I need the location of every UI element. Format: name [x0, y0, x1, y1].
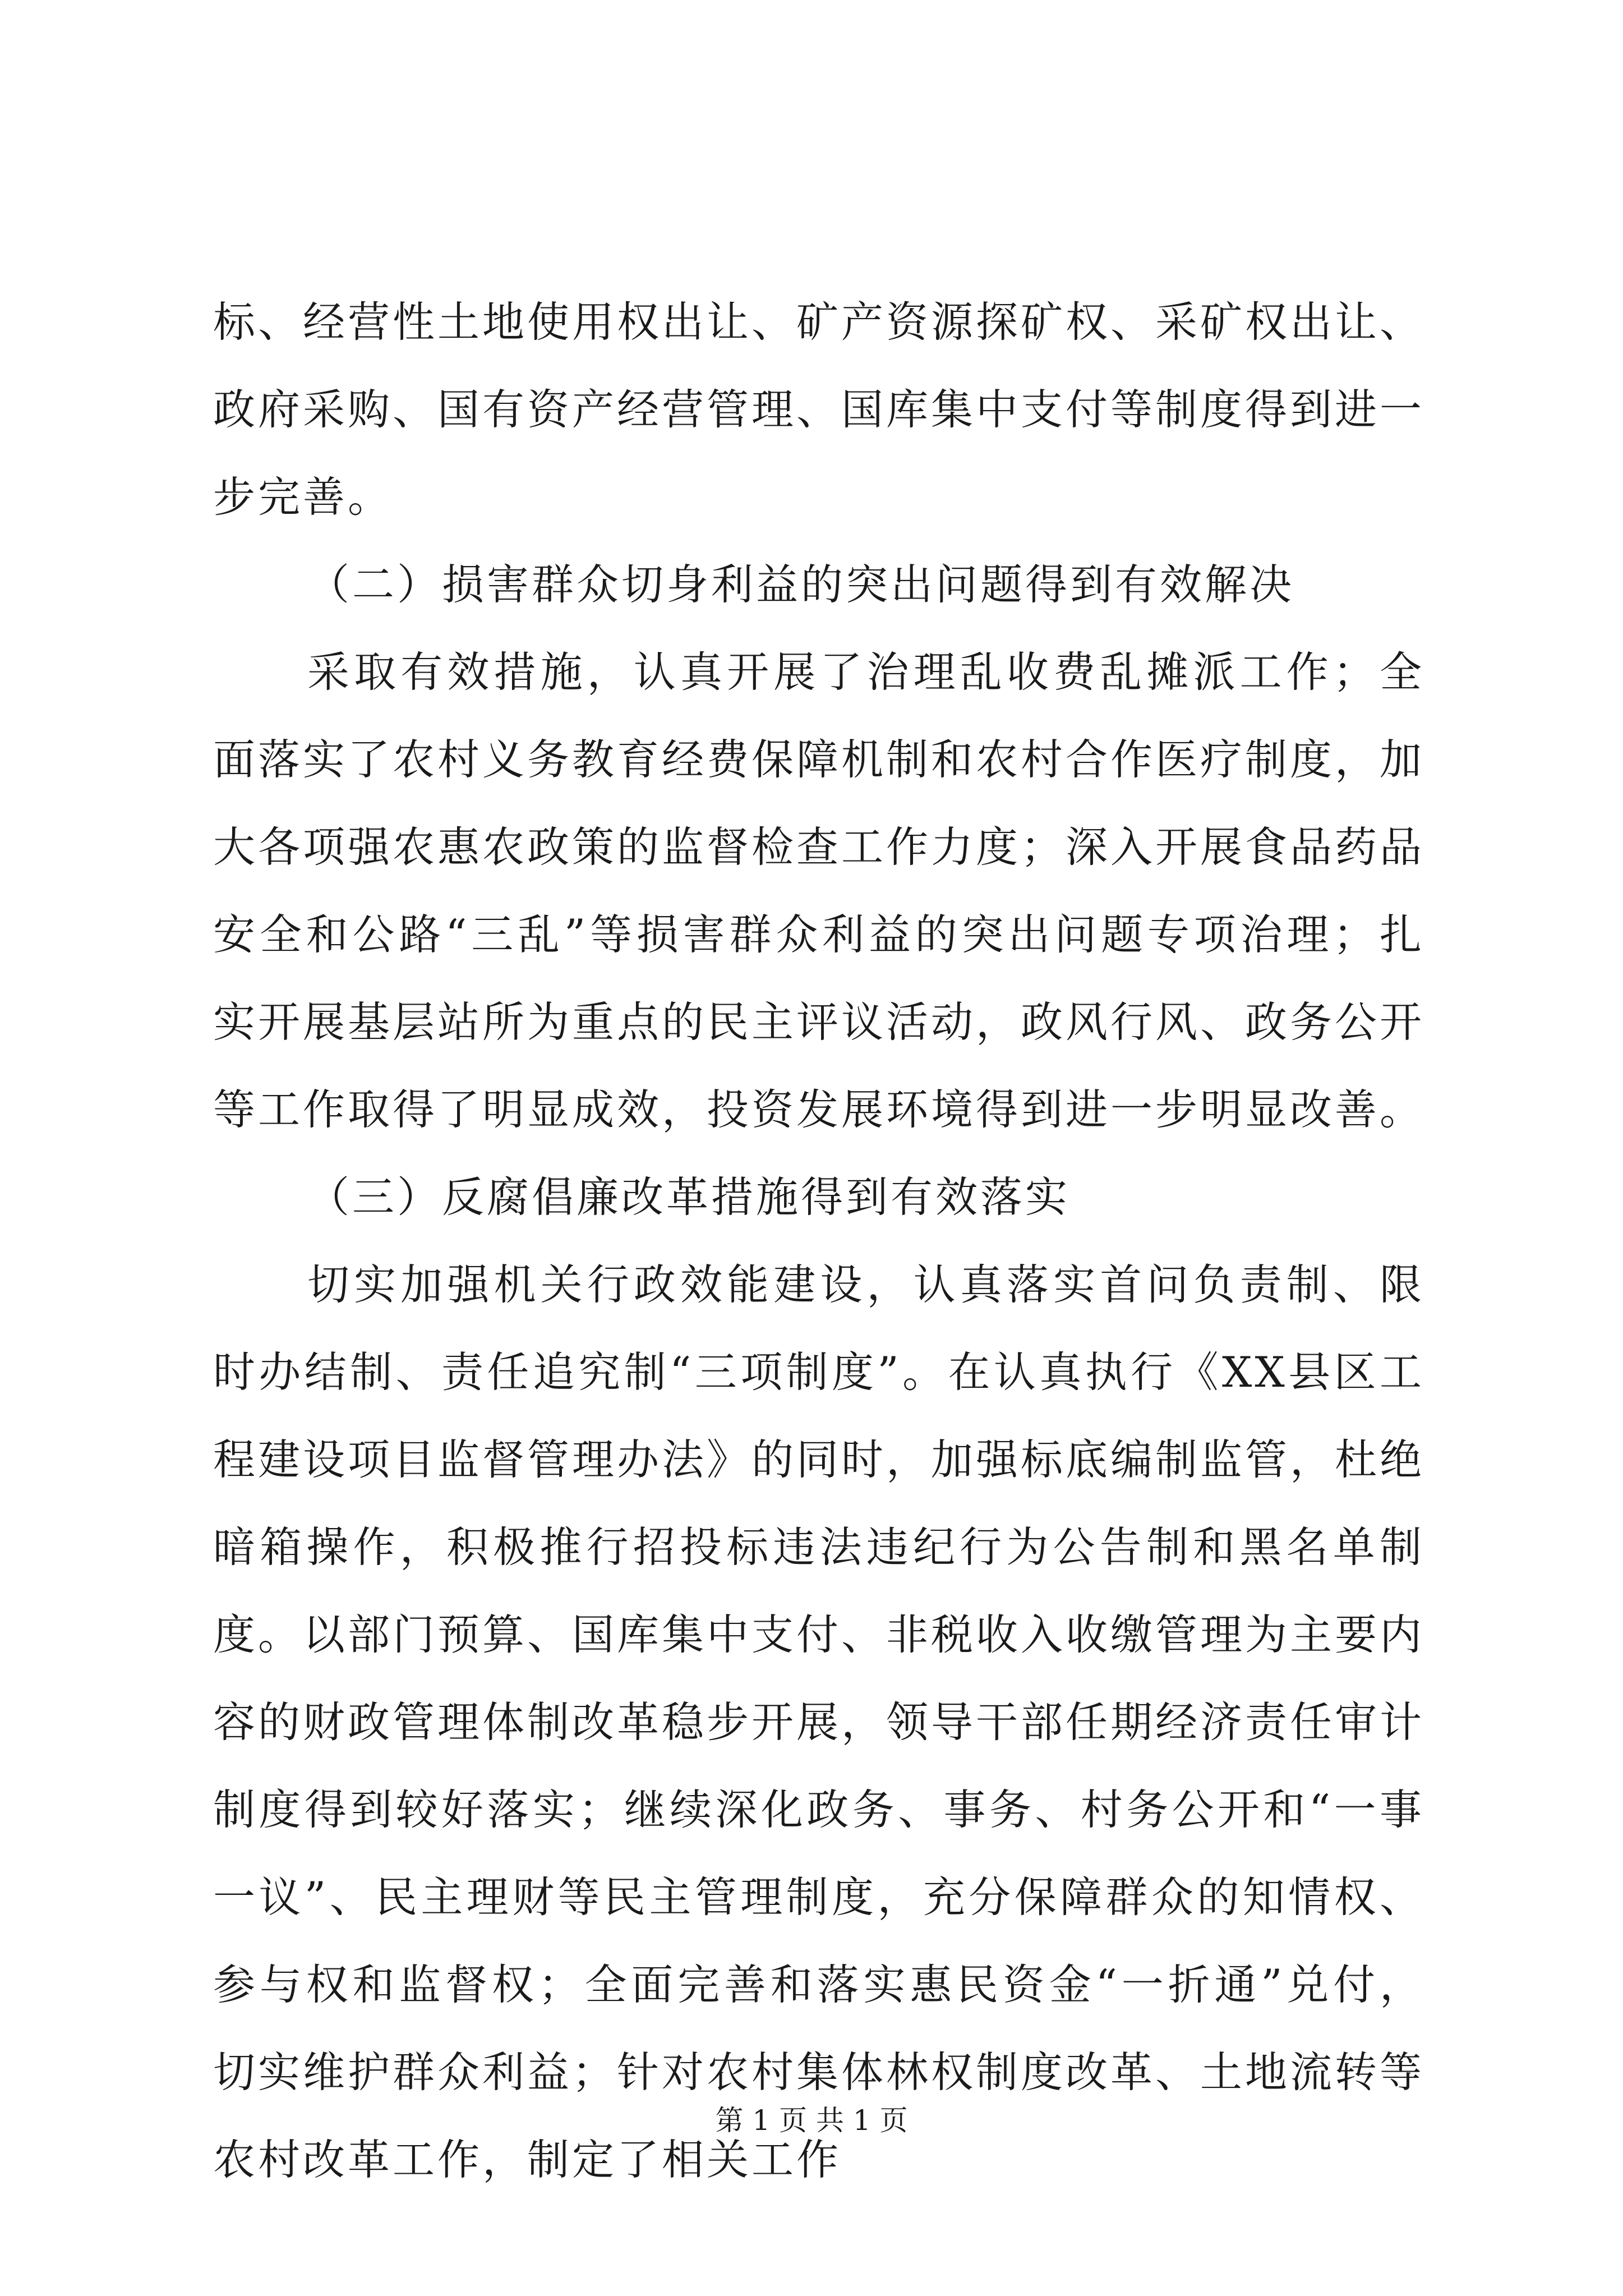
paragraph-section-2: 采取有效措施，认真开展了治理乱收费乱摊派工作；全面落实了农村义务教育经费保障机制和农村合作医疗制度，加大各项强农惠农政策的监督检查工作力度；深入开展食品药品安全和公路“三乱”等损害群众利益的突出问题专项治理；扎实开展基层站所为重点的民主评议活动，政风行风、政务公开等工作取得了明显成效，投资发展环境得到进一步明显改善。 [213, 647, 1425, 1134]
section-heading-3: （三）反腐倡廉改革措施得到有效落实 [307, 1172, 1071, 1222]
document-body [213, 278, 1424, 2203]
paragraph-section-3: 切实加强机关行政效能建设，认真落实首问负责制、限时办结制、责任追究制“三项制度”。在认真执行《XX县区工程建设项目监督管理办法》的同时，加强标底编制监管，杜绝暗箱操作，积极推行招投标违法违纪行为公告制和黑名单制度。以部门预算、国库集中支付、非税收入收缴管理为主要内容的财政管理体制改革稳步开展，领导干部任期经济责任审计制度得到较好落实；继续深化政务、事务、村务公开和“一事一议”、民主理财等民主管理制度，充分保障群众的知情权、参与权和监督权；全面完善和落实惠民资金“一折通”兑付，切实维护群众利益；针对农村集体林权制度改革、土地流转等农村改革工作，制定了相关工作 [213, 1260, 1425, 2184]
paragraph-continuation: 标、经营性土地使用权出让、矿产资源探矿权、采矿权出让、政府采购、国有资产经营管理、国库集中支付等制度得到进一步完善。 [213, 297, 1425, 522]
page-number-footer: 第 1 页 共 1 页 [715, 2104, 908, 2137]
section-heading-2: （二）损害群众切身利益的突出问题得到有效解决 [307, 560, 1295, 609]
